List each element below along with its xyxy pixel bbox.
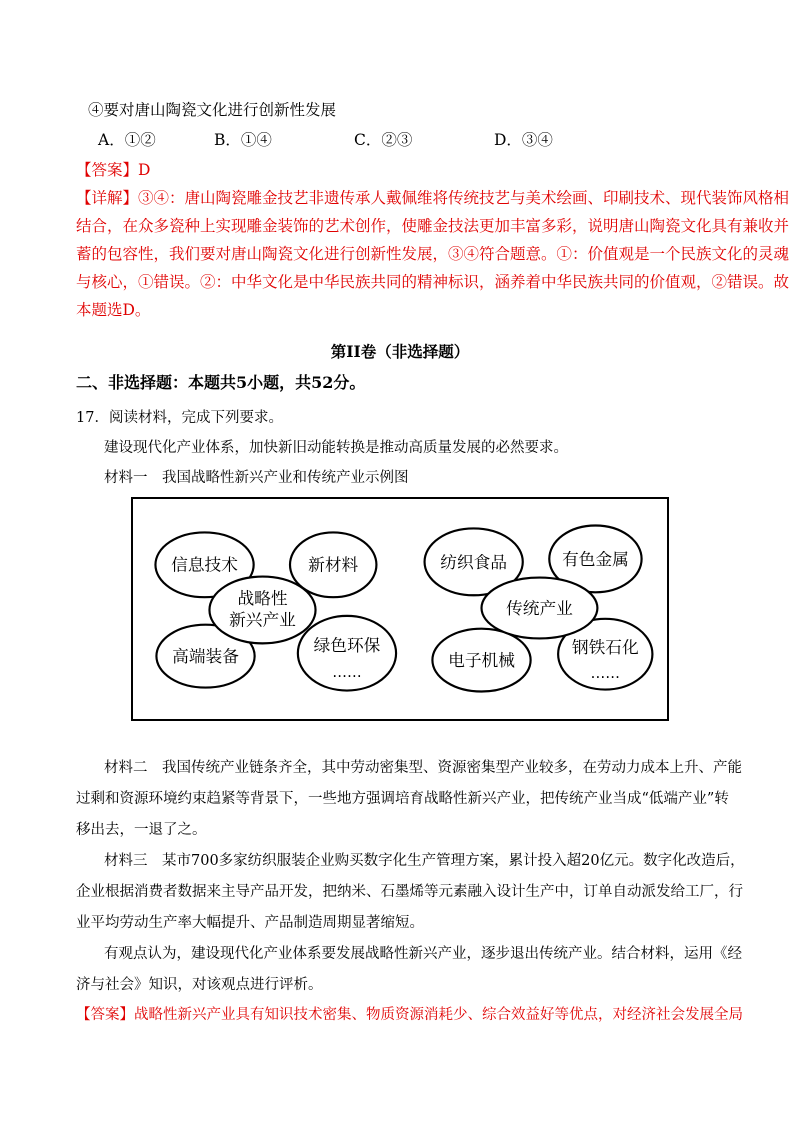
- answer-17-tag: 【答案】: [76, 1007, 134, 1023]
- part2-title: 第II卷（非选择题）: [330, 342, 470, 361]
- q17-stem: 17．阅读材料，完成下列要求。: [76, 410, 283, 426]
- material3-line-2: 企业根据消费者数据来主导产品开发，把纳米、石墨烯等元素融入设计生产中，订单自动派发给工厂，行: [76, 884, 743, 900]
- detail-line-1: 【详解】③④：唐山陶瓷雕金技艺非遗传承人戴佩维将传统技艺与美术绘画、印刷技术、现代装饰风格相: [76, 189, 790, 207]
- label-strategic-line1: 战略性: [237, 589, 288, 609]
- label-new-materials: 新材料: [308, 555, 359, 575]
- label-nonferrous-metals: 有色金属: [562, 549, 629, 569]
- label-info-tech: 信息技术: [171, 555, 238, 575]
- detail-line-3: 蓄的包容性，我们要对唐山陶瓷文化进行创新性发展，③④符合题意。①：价值观是一个民族文化的灵魂: [76, 245, 790, 263]
- label-right-ellipsis: ……: [590, 664, 620, 682]
- task-line-1: 有观点认为，建设现代化产业体系要发展战略性新兴产业，逐步退出传统产业。结合材料，运用《经: [104, 946, 742, 962]
- material1-caption: 材料一 我国战略性新兴产业和传统产业示例图: [104, 470, 409, 486]
- answer-17: [76, 1003, 743, 1024]
- label-high-end-equipment: 高端装备: [172, 647, 239, 667]
- label-left-ellipsis: ……: [332, 663, 362, 681]
- detail-tag: 【详解】: [76, 189, 139, 207]
- answer-17-text: 战略性新兴产业具有知识技术密集、物质资源消耗少、综合效益好等优点，对经济社会发展全局: [134, 1007, 743, 1023]
- option-a: A．①②: [98, 131, 156, 149]
- option-c: C．②③: [354, 131, 413, 149]
- answer-tag: 【答案】: [76, 161, 139, 179]
- option-b: B．①④: [214, 131, 272, 149]
- detail-line-5: 本题选D。: [76, 301, 151, 319]
- detail-line-2: 结合，在众多瓷种上实现雕金装饰的艺术创作，使雕金技法更加丰富多彩，说明唐山陶瓷文化具有兼收并: [76, 217, 790, 235]
- q17-intro: 建设现代化产业体系，加快新旧动能转换是推动高质量发展的必然要求。: [104, 440, 568, 456]
- answer-value: D: [138, 161, 151, 179]
- material3-line-3: 业平均劳动生产率大幅提升、产品制造周期显著缩短。: [76, 915, 424, 931]
- material2-line-2: 过剩和资源环境约束趋紧等背景下，一些地方强调培育战略性新兴产业，把传统产业当成“低端产业”转: [76, 791, 729, 807]
- label-steel-petrochem: 钢铁石化: [571, 638, 639, 658]
- option-d: D．③④: [494, 131, 553, 149]
- material3-line-1: 材料三 某市700多家纺织服装企业购买数字化生产管理方案，累计投入超20亿元。数字化改造后，: [104, 853, 745, 869]
- material2-line-3: 移出去，一退了之。: [76, 822, 207, 838]
- label-green-eco: 绿色环保: [313, 636, 381, 656]
- label-textile-food: 纺织食品: [440, 552, 508, 572]
- section2-heading: 二、非选择题：本题共5小题，共52分。: [76, 373, 366, 392]
- detail-line-4: 与核心，①错误。②：中华文化是中华民族共同的精神标识，涵养着中华民族共同的价值观，②错误。故: [76, 273, 790, 291]
- label-strategic-line2: 新兴产业: [229, 610, 296, 630]
- industry-diagram: [131, 497, 669, 721]
- label-electronic-machinery: 电子机械: [448, 650, 515, 670]
- material2-line-1: 材料二 我国传统产业链条齐全，其中劳动密集型、资源密集型产业较多，在劳动力成本上升、产能: [104, 760, 742, 776]
- answer-16: [76, 158, 150, 180]
- task-line-2: 济与社会》知识，对该观点进行评析。: [76, 977, 323, 993]
- label-traditional-center: 传统产业: [506, 598, 573, 618]
- option-4-statement: ④要对唐山陶瓷文化进行创新性发展: [88, 101, 337, 119]
- industry-diagram-svg: [133, 499, 667, 719]
